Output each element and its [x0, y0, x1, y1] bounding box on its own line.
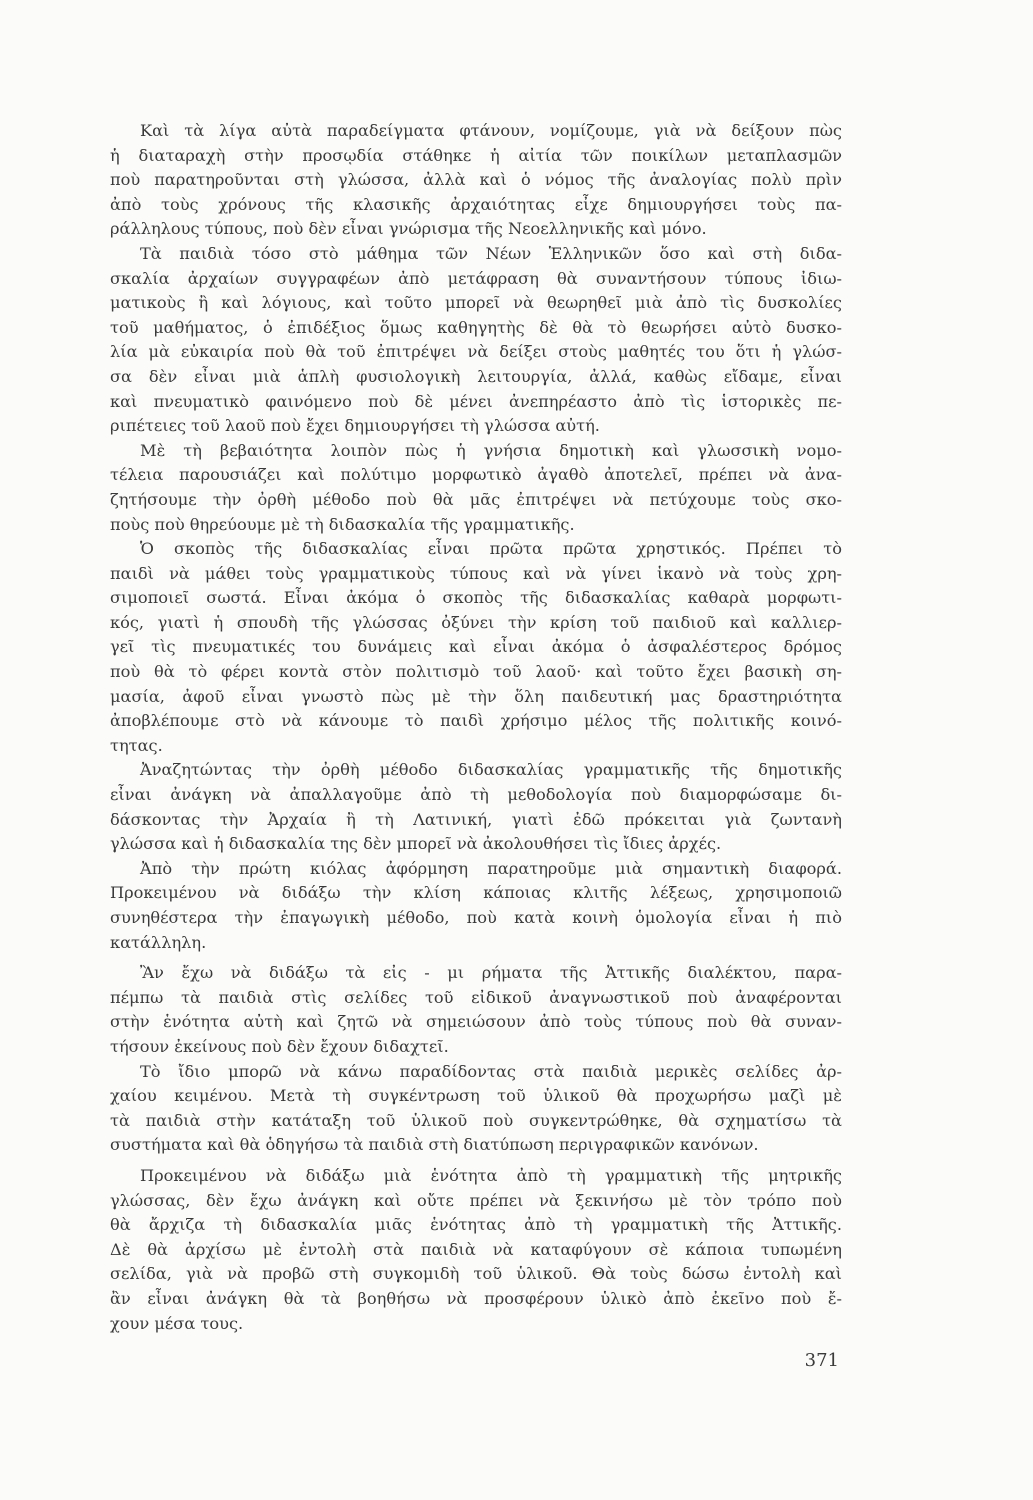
text-line: ἂν εἶναι ἀνάγκη θὰ τὰ βοηθήσω νὰ προσφέρουν ὑλικὸ ἀπὸ ἐκεῖνο ποὺ ἔ- — [110, 1288, 842, 1308]
text-line: ριπέτειες τοῦ λαοῦ ποὺ ἔχει δημιουργήσει τὴ γλώσσα αὐτή. — [110, 416, 600, 436]
text-line: Μὲ τὴ βεβαιότητα λοιπὸν πὼς ἡ γνήσια δημοτικὴ καὶ γλωσσικὴ νομο- — [140, 440, 842, 460]
text-line: δάσκοντας τὴν Ἀρχαία ἢ τὴ Λατινική, γιατὶ ἐδῶ πρόκειται γιὰ ζωντανὴ — [110, 809, 842, 829]
text-line: ποὺ παρατηροῦνται στὴ γλώσσα, ἀλλὰ καὶ ὁ νόμος τῆς ἀναλογίας πολὺ πρὶν — [110, 170, 842, 190]
text-line: σα δὲν εἶναι μιὰ ἁπλὴ φυσιολογικὴ λειτουργία, ἀλλά, καθὼς εἴδαμε, εἶναι — [110, 366, 842, 386]
text-line: σελίδα, γιὰ νὰ προβῶ στὴ συγκομιδὴ τοῦ ὑλικοῦ. Θὰ τοὺς δώσω ἐντολὴ καὶ — [110, 1264, 842, 1284]
text-line: Τὰ παιδιὰ τόσο στὸ μάθημα τῶν Νέων Ἑλληνικῶν ὅσο καὶ στὴ διδα- — [140, 243, 842, 263]
text-line: χουν μέσα τους. — [110, 1313, 244, 1333]
text-line: καὶ πνευματικὸ φαινόμενο ποὺ δὲ μένει ἀνεπηρέαστο ἀπὸ τὶς ἱστορικὲς πε- — [110, 391, 842, 411]
text-line: Προκειμένου νὰ διδάξω τὴν κλίση κάποιας κλιτῆς λέξεως, χρησιμοποιῶ — [110, 883, 842, 903]
text-line: τοῦ μαθήματος, ὁ ἐπιδέξιος ὅμως καθηγητὴς δὲ θὰ τὸ θεωρήσει αὐτὸ δυσκο- — [110, 317, 842, 337]
text-line: Ὁ σκοπὸς τῆς διδασκαλίας εἶναι πρῶτα πρῶτα χρηστικός. Πρέπει τὸ — [140, 539, 842, 559]
text-line: σιμοποιεῖ σωστά. Εἶναι ἀκόμα ὁ σκοπὸς τῆς διδασκαλίας καθαρὰ μορφωτι- — [110, 588, 842, 608]
paragraph — [110, 119, 842, 242]
text-line: λία μὰ εὐκαιρία ποὺ θὰ τοῦ ἐπιτρέψει νὰ δείξει στοὺς μαθητές του ὅτι ἡ γλώσ- — [110, 342, 842, 362]
text-line: γεῖ τὶς πνευματικές του δυνάμεις καὶ εἶναι ἀκόμα ὁ ἀσφαλέστερος δρόμος — [110, 637, 842, 657]
text-line: πέμπω τὰ παιδιὰ στὶς σελίδες τοῦ εἰδικοῦ ἀναγνωστικοῦ ποὺ ἀναφέρονται — [110, 987, 842, 1007]
text-line: τήσουν ἐκείνους ποὺ δὲν ἔχουν διδαχτεῖ. — [110, 1036, 449, 1056]
text-line: ζητήσουμε τὴν ὀρθὴ μέθοδο ποὺ θὰ μᾶς ἐπιτρέψει νὰ πετύχουμε τοὺς σκο- — [110, 489, 842, 509]
text-line: συνηθέστερα τὴν ἐπαγωγικὴ μέθοδο, ποὺ κατὰ κοινὴ ὁμολογία εἶναι ἡ πιὸ — [110, 908, 842, 927]
text-line: σκαλία ἀρχαίων συγγραφέων ἀπὸ μετάφραση θὰ συναντήσουν τύπους ἰδιω- — [110, 268, 842, 288]
paragraph — [110, 1060, 842, 1158]
text-line: Ἀναζητώντας τὴν ὀρθὴ μέθοδο διδασκαλίας γραμματικῆς τῆς δημοτικῆς — [140, 760, 842, 780]
text-line: τητας. — [110, 735, 163, 755]
page-number: 371 — [804, 1350, 839, 1371]
text-line: ποὺς ποὺ θηρεύουμε μὲ τὴ διδασκαλία τῆς γραμματικῆς. — [110, 514, 575, 534]
text-line: Δὲ θὰ ἀρχίσω μὲ ἐντολὴ στὰ παιδιὰ νὰ καταφύγουν σὲ κάποια τυπωμένη — [110, 1239, 842, 1259]
body-text — [110, 119, 842, 1336]
text-line: κός, γιατὶ ἡ σπουδὴ τῆς γλώσσας ὀξύνει τὴν κρίση τοῦ παιδιοῦ καὶ καλλιερ- — [110, 612, 842, 632]
text-line: θὰ ἄρχιζα τὴ διδασκαλία μιᾶς ἑνότητας ἀπὸ τὴ γραμματικὴ τῆς Ἀττικῆς. — [110, 1215, 842, 1235]
text-line: τέλεια παρουσιάζει καὶ πολύτιμο μορφωτικὸ ἀγαθὸ ἀποτελεῖ, πρέπει νὰ ἀνα- — [110, 465, 842, 485]
paragraph — [110, 537, 842, 758]
paragraph — [110, 857, 842, 955]
paragraph — [110, 758, 842, 856]
text-line: Ἀπὸ τὴν πρώτη κιόλας ἀφόρμηση παρατηροῦμε μιὰ σημαντικὴ διαφορά. — [140, 858, 842, 878]
text-line: γλώσσας, δὲν ἔχω ἀνάγκη καὶ οὔτε πρέπει νὰ ξεκινήσω μὲ τὸν τρόπο ποὺ — [110, 1190, 842, 1210]
text-line: ράλληλους τύπους, ποὺ δὲν εἶναι γνώρισμα τῆς Νεοελληνικῆς καὶ μόνο. — [110, 219, 707, 239]
text-line: παιδὶ νὰ μάθει τοὺς γραμματικοὺς τύπους καὶ νὰ γίνει ἱκανὸ νὰ τοὺς χρη- — [110, 563, 842, 583]
paragraph — [110, 242, 842, 439]
text-line: γλώσσα καὶ ἡ διδασκαλία της δὲν μπορεῖ νὰ ἀκολουθήσει τὶς ἴδιες ἀρχές. — [110, 834, 722, 854]
paragraph — [110, 961, 842, 1059]
paragraph — [110, 1164, 842, 1336]
text-line: Προκειμένου νὰ διδάξω μιὰ ἑνότητα ἀπὸ τὴ γραμματικὴ τῆς μητρικῆς — [140, 1165, 842, 1185]
text-line: Καὶ τὰ λίγα αὐτὰ παραδείγματα φτάνουν, νομίζουμε, γιὰ νὰ δείξουν πὼς — [140, 121, 842, 140]
text-line: μασία, ἀφοῦ εἶναι γνωστὸ πὼς μὲ τὴν ὅλη παιδευτική μας δραστηριότητα — [110, 686, 842, 706]
text-line: κατάλληλη. — [110, 932, 207, 952]
text-line: στὴν ἑνότητα αὐτὴ καὶ ζητῶ νὰ σημειώσουν ἀπὸ τοὺς τύπους ποὺ θὰ συναν- — [110, 1012, 842, 1032]
text-line: ματικοὺς ἢ καὶ λόγιους, καὶ τοῦτο μπορεῖ νὰ θεωρηθεῖ μιὰ ἀπὸ τὶς δυσκολίες — [110, 293, 842, 313]
text-line: ἀποβλέπουμε στὸ νὰ κάνουμε τὸ παιδὶ χρήσιμο μέλος τῆς πολιτικῆς κοινό- — [110, 711, 842, 731]
text-line: Τὸ ἴδιο μπορῶ νὰ κάνω παραδίδοντας στὰ παιδιὰ μερικὲς σελίδες ἀρ- — [140, 1061, 842, 1081]
text-line: χαίου κειμένου. Μετὰ τὴ συγκέντρωση τοῦ ὑλικοῦ θὰ προχωρήσω μαζὶ μὲ — [110, 1086, 842, 1106]
text-line: Ἂν ἔχω νὰ διδάξω τὰ εἰς - μι ρήματα τῆς Ἀττικῆς διαλέκτου, παρα- — [140, 963, 842, 983]
text-line: εἶναι ἀνάγκη νὰ ἀπαλλαγοῦμε ἀπὸ τὴ μεθοδολογία ποὺ διαμορφώσαμε δι- — [110, 785, 842, 805]
text-line: ἡ διαταραχὴ στὴν προσῳδία στάθηκε ἡ αἰτία τῶν ποικίλων μεταπλασμῶν — [110, 145, 842, 165]
paragraph — [110, 439, 842, 537]
text-line: συστήματα καὶ θὰ ὁδηγήσω τὰ παιδιὰ στὴ διατύπωση περιγραφικῶν κανόνων. — [110, 1135, 759, 1155]
text-line: ἀπὸ τοὺς χρόνους τῆς κλασικῆς ἀρχαιότητας εἶχε δημιουργήσει τοὺς πα- — [110, 194, 842, 214]
text-line: ποὺ θὰ τὸ φέρει κοντὰ στὸν πολιτισμὸ τοῦ λαοῦ· καὶ τοῦτο ἔχει βασικὴ ση- — [110, 662, 842, 682]
text-line: τὰ παιδιὰ στὴν κατάταξη τοῦ ὑλικοῦ ποὺ συγκεντρώθηκε, θὰ σχηματίσω τὰ — [110, 1110, 842, 1130]
